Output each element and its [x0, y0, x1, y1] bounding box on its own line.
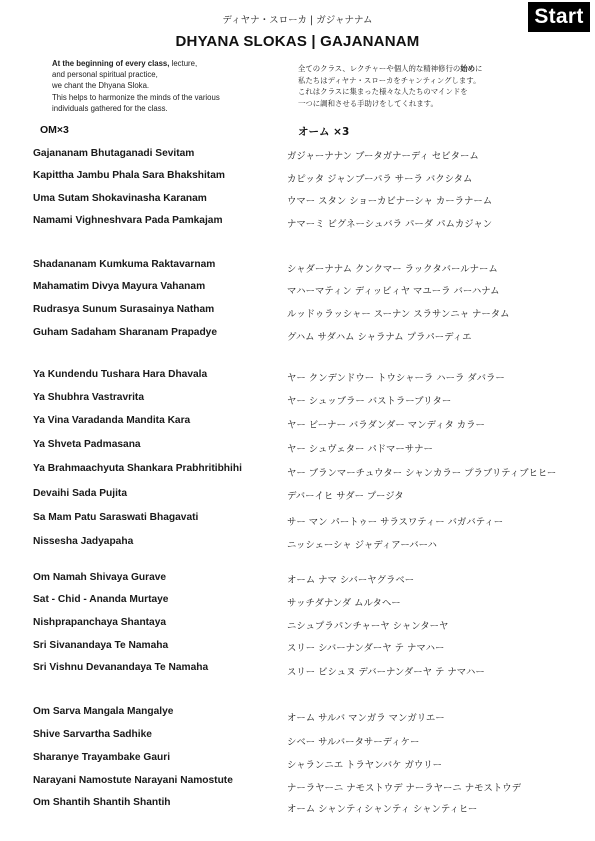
sloka-line-english: Gajananam Bhutaganadi Sevitam [33, 148, 195, 159]
sloka-line-english: Rudrasya Sunum Surasainya Natham [33, 304, 215, 315]
sloka-line-japanese: サッチダナンダ ムルタヘー [287, 598, 401, 609]
intro-en-line: individuals gathered for the class. [52, 103, 168, 113]
sloka-line-english: Ya Vina Varadanda Mandita Kara [33, 415, 191, 426]
sloka-line-english: Devaihi Sada Pujita [33, 488, 127, 499]
intro-jp-line: 私たちはディヤナ・スローカをチャンティングします。 [298, 75, 481, 85]
sloka-line-japanese: オーム シャンティシャンティ シャンティヒー [287, 804, 478, 815]
sloka-line-japanese: シャランニエ トラヤンバケ ガウリー [287, 760, 443, 771]
sloka-line-japanese: ヤー クンデンドウー トウシャーラ ハーラ ダバラー [287, 373, 505, 384]
sloka-line-japanese: グハム サダハム シャラナム プラパーディエ [287, 332, 472, 343]
sloka-line-japanese: ルッドゥラッシャー スーナン スラサンニャ ナータム [287, 309, 510, 320]
sloka-line-english: Nissesha Jadyapaha [33, 536, 134, 547]
sloka-line-english: Sri Vishnu Devanandaya Te Namaha [33, 662, 209, 673]
sloka-line-japanese: ヤー シュヴェター パドマーサナー [287, 444, 433, 455]
sloka-line-english: Uma Sutam Shokavinasha Karanam [33, 193, 207, 204]
sloka-line-japanese: ヤー ビーナー バラダンダー マンディタ カラー [287, 420, 485, 431]
om-english: OM×3 [40, 124, 69, 136]
intro-en-line: we chant the Dhyana Sloka. [52, 81, 150, 91]
sloka-line-japanese: ニッシェーシャ ジャディアーバーハ [287, 540, 437, 551]
intro-jp-text: 全てのクラス、レクチャーや個人的な精神修行の [298, 64, 461, 73]
sloka-line-japanese: デバーイヒ サダー プージタ [287, 491, 404, 502]
sloka-line-english: Sharanye Trayambake Gauri [33, 752, 171, 763]
sloka-line-japanese: スリー シバーナンダーヤ テ ナマハー [287, 643, 445, 654]
intro-en-rest: lecture, [169, 59, 198, 68]
sloka-line-japanese: サー マン パートゥー サラスワティー バガバティー [287, 517, 504, 528]
sloka-line-english: Kapittha Jambu Phala Sara Bhakshitam [33, 170, 225, 181]
start-button[interactable]: Start [528, 2, 590, 32]
sloka-line-english: Shadananam Kumkuma Raktavarnam [33, 259, 216, 270]
sloka-line-english: Om Shantih Shantih Shantih [33, 797, 171, 808]
sloka-line-japanese: ニシュプラパンチャーヤ シャンターヤ [287, 621, 449, 632]
sloka-line-japanese: オーム サルバ マンガラ マンガリエー [287, 713, 445, 724]
page-subtitle: ディヤナ・スローカ | ガジャナナム [222, 15, 373, 26]
sloka-line-english: Nishprapanchaya Shantaya [33, 617, 167, 628]
om-japanese: オーム ×3 [298, 126, 350, 138]
intro-japanese [298, 63, 578, 109]
intro-jp-text: に [475, 64, 483, 73]
intro-en-line: and personal spiritual practice, [52, 70, 158, 80]
sloka-line-japanese: オーム ナマ シバーヤグラベー [287, 575, 415, 586]
sloka-line-english: Ya Kundendu Tushara Hara Dhavala [33, 369, 208, 380]
sloka-line-japanese: スリー ビシュヌ デバーナンダーヤ テ ナマハー [287, 667, 485, 678]
sloka-line-japanese: ガジャーナナン ブータガナーディ セビターム [287, 151, 479, 162]
intro-jp-line: これはクラスに集まった様々な人たちのマインドを [298, 87, 468, 97]
sloka-line-japanese: ウマー スタン ショーカビナーシャ カーラナーム [287, 196, 493, 207]
intro-jp-bold: 始め [460, 64, 476, 73]
sloka-line-english: Namami Vighneshvara Pada Pamkajam [33, 215, 223, 226]
page-title: DHYANA SLOKAS | GAJANANAM [175, 33, 420, 50]
sloka-line-english: Guham Sadaham Sharanam Prapadye [33, 327, 218, 338]
sloka-line-japanese: カピッタ ジャンブーパラ サーラ バクシタム [287, 174, 473, 185]
sloka-line-japanese: シベー サルバータサーディケー [287, 737, 420, 748]
sloka-line-english: Sa Mam Patu Saraswati Bhagavati [33, 512, 199, 523]
sloka-line-japanese: マハーマティン ディッビィヤ マユーラ バーハナム [287, 286, 500, 297]
sloka-line-english: Shive Sarvartha Sadhike [33, 729, 152, 740]
sloka-line-english: Ya Brahmaachyuta Shankara Prabhritibhihi [33, 463, 242, 474]
intro-en-bold: At the beginning of every class, [52, 59, 170, 68]
sloka-line-japanese: ヤー ブランマーチュウター シャンカラー プラブリティブヒヒー [287, 468, 557, 479]
sloka-line-english: Ya Shubhra Vastravrita [33, 392, 144, 403]
sloka-line-english: Ya Shveta Padmasana [33, 439, 141, 450]
sloka-line-english: Sat - Chid - Ananda Murtaye [33, 594, 169, 605]
sloka-line-english: Om Namah Shivaya Gurave [33, 572, 167, 583]
sloka-line-japanese: ヤー シュッブラー バストラーブリター [287, 396, 452, 407]
sloka-line-japanese: ナーラヤーニ ナモストウデ ナーラヤーニ ナモストウデ [287, 783, 521, 794]
intro-jp-line: 一つに調和させる手助けをしてくれます。 [298, 98, 438, 108]
sloka-line-english: Sri Sivanandaya Te Namaha [33, 640, 169, 651]
intro-english [52, 58, 272, 114]
sloka-line-english: Om Sarva Mangala Mangalye [33, 706, 174, 717]
sloka-line-english: Mahamatim Divya Mayura Vahanam [33, 281, 206, 292]
intro-en-line: This helps to harmonize the minds of the various [52, 92, 220, 102]
sloka-line-english: Narayani Namostute Narayani Namostute [33, 775, 233, 786]
sloka-line-japanese: シャダーナナム クンクマー ラックタバールナーム [287, 264, 498, 275]
sloka-line-japanese: ナマーミ ビグネーシュバラ パーダ パムカジャン [287, 219, 493, 230]
